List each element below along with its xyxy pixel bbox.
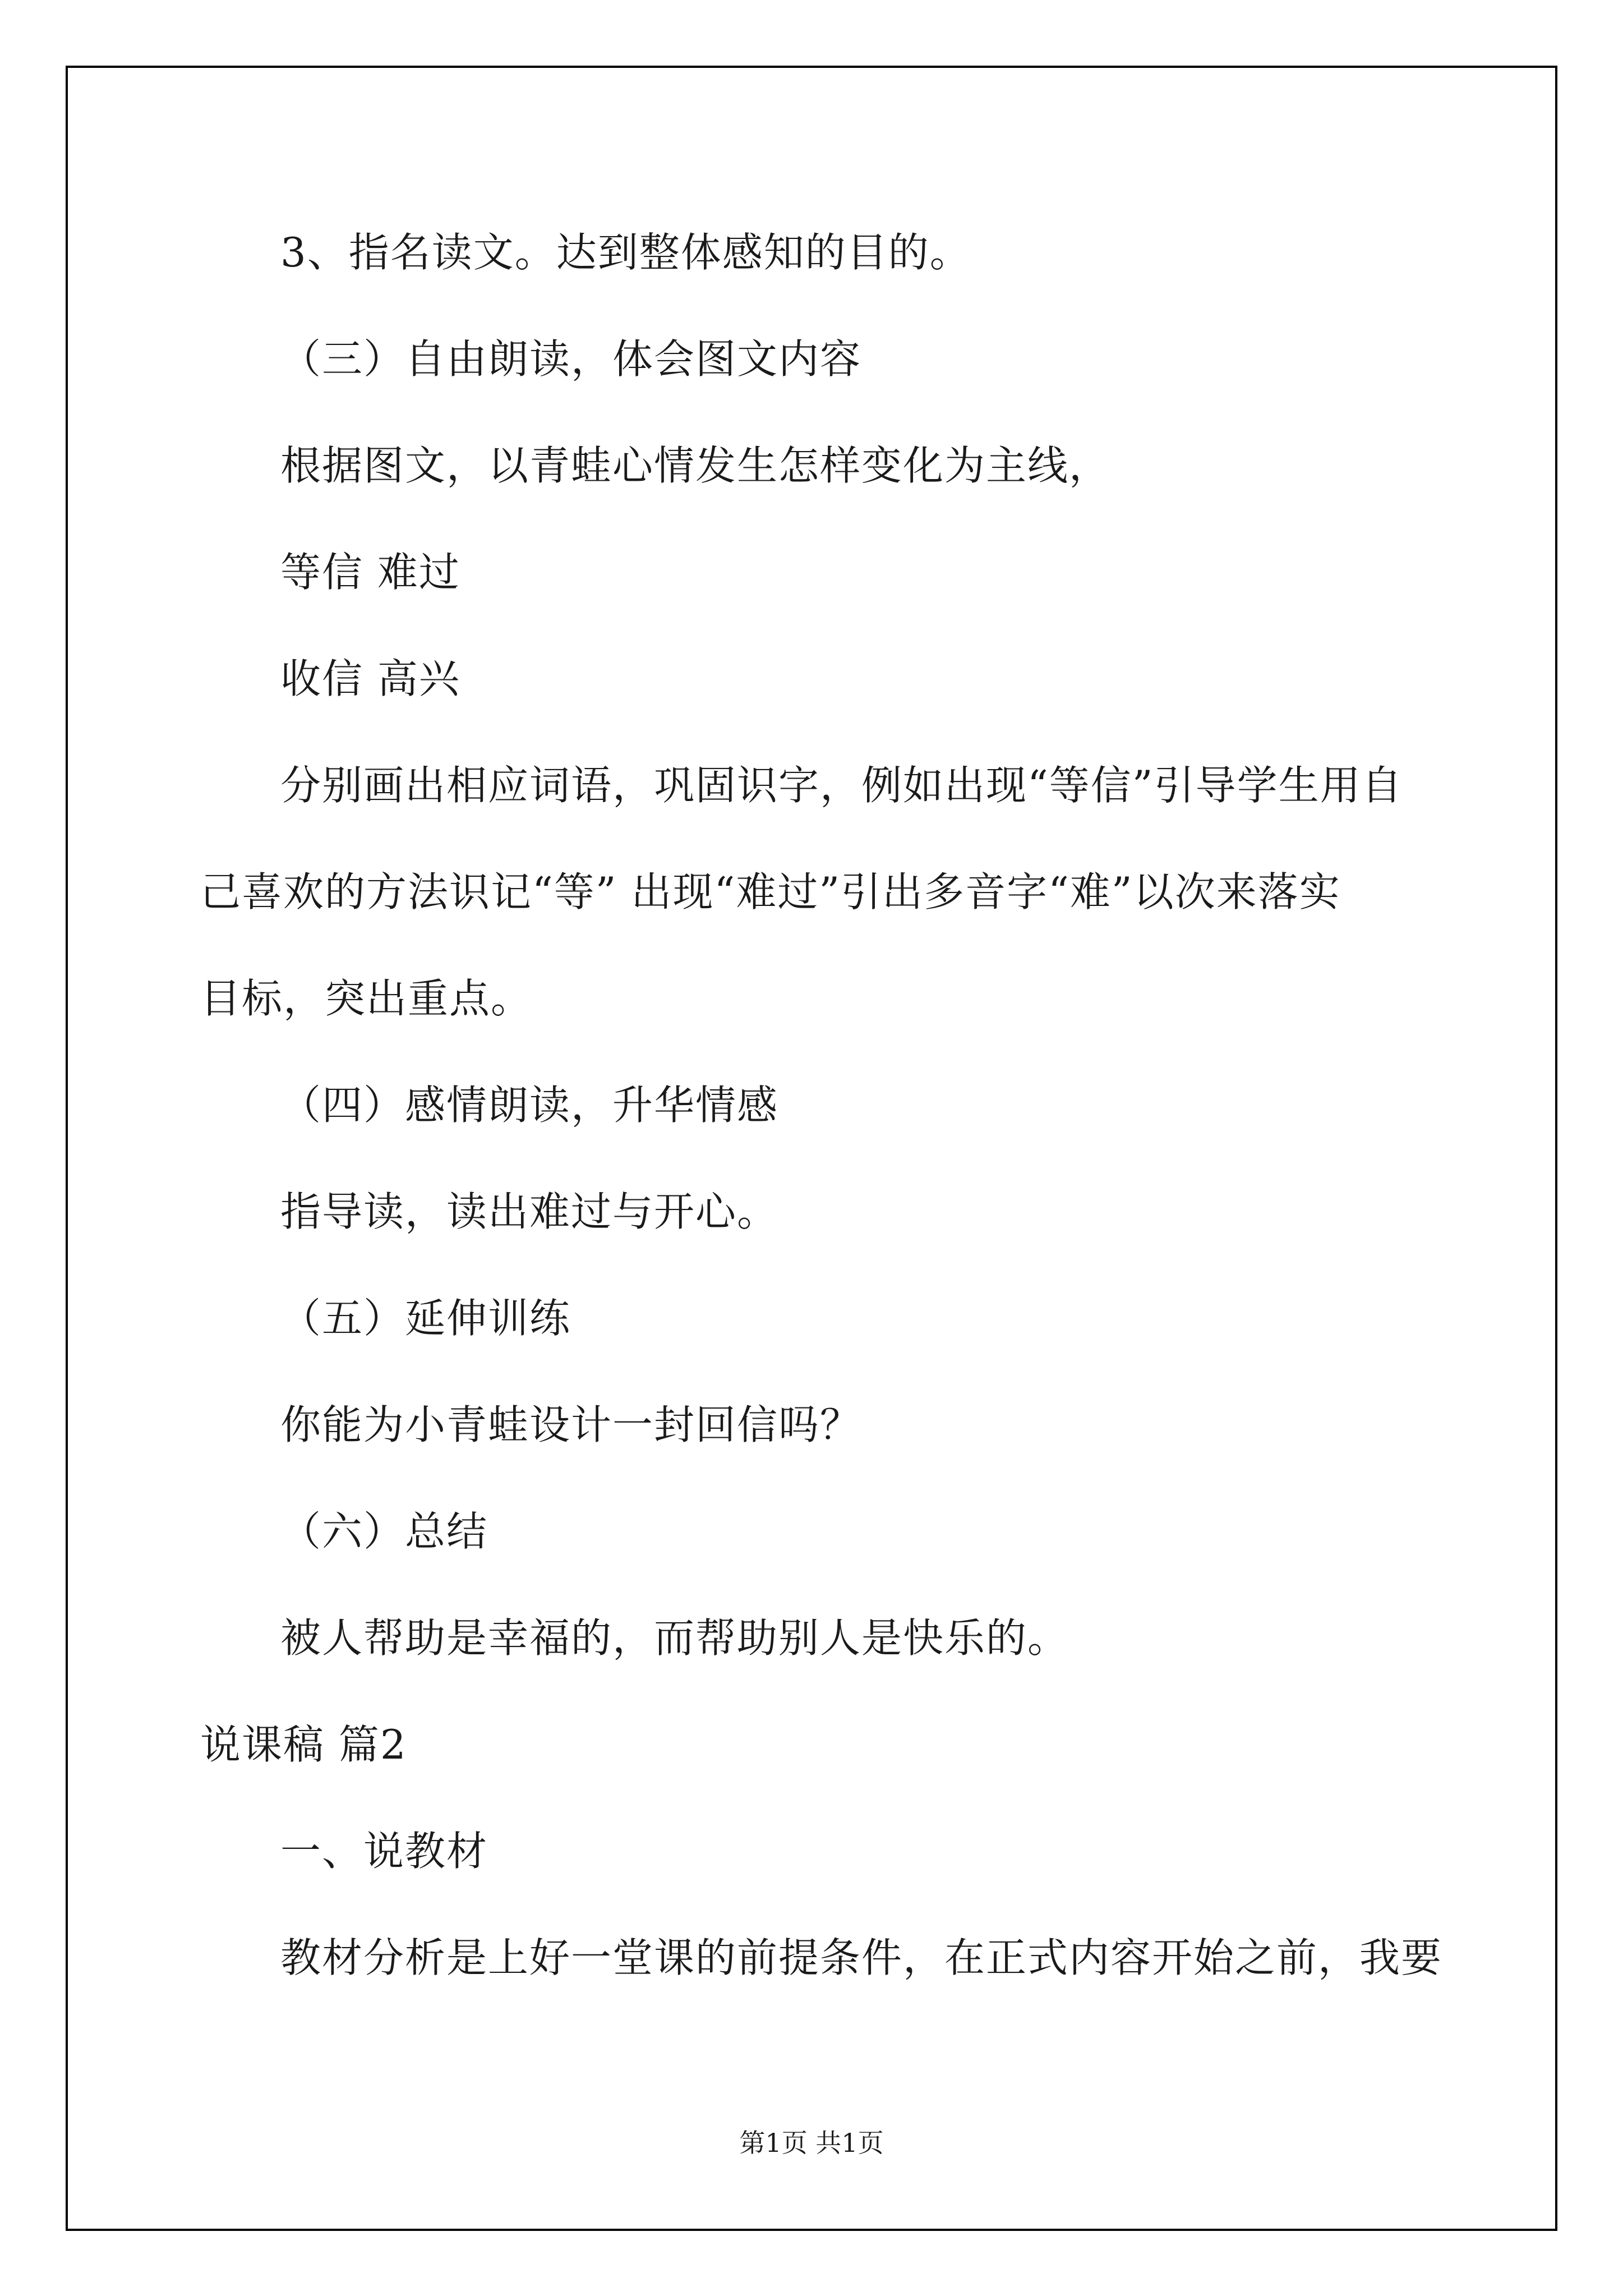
section-heading: 一、说教材: [280, 1828, 488, 1875]
paragraph-line: 等信 难过: [280, 549, 460, 596]
paragraph-line: 指导读，读出难过与开心。: [280, 1188, 779, 1235]
paragraph-line: 教材分析是上好一堂课的前提条件，在正式内容开始之前，我要: [280, 1934, 1443, 1981]
paragraph-line: 己喜欢的方法识记“等” 出现“难过”引出多音字“难”以次来落实: [200, 868, 1341, 915]
section-heading: （四）感情朗读，升华情感: [280, 1082, 779, 1129]
section-heading: （五）延伸训练: [280, 1295, 571, 1342]
page-border: [66, 66, 1557, 2231]
paragraph-line: 分别画出相应词语，巩固识字，例如出现“等信”引导学生用自: [280, 762, 1403, 809]
paragraph-line: 目标，突出重点。: [200, 975, 533, 1022]
section-heading: （三）自由朗读，体会图文内容: [280, 335, 862, 383]
paragraph-line: 收信 高兴: [280, 655, 460, 702]
paragraph-line: 3、指名读文。达到整体感知的目的。: [280, 229, 971, 276]
paragraph-line: 你能为小青蛙设计一封回信吗？: [280, 1401, 862, 1448]
paragraph-line: 被人帮助是幸福的，而帮助别人是快乐的。: [280, 1614, 1069, 1662]
page-footer: 第1页 共1页: [739, 2128, 884, 2158]
document-title: 说课稿 篇2: [200, 1721, 407, 1768]
section-heading: （六）总结: [280, 1508, 488, 1555]
paragraph-line: 根据图文，以青蛙心情发生怎样变化为主线，: [280, 442, 1111, 489]
